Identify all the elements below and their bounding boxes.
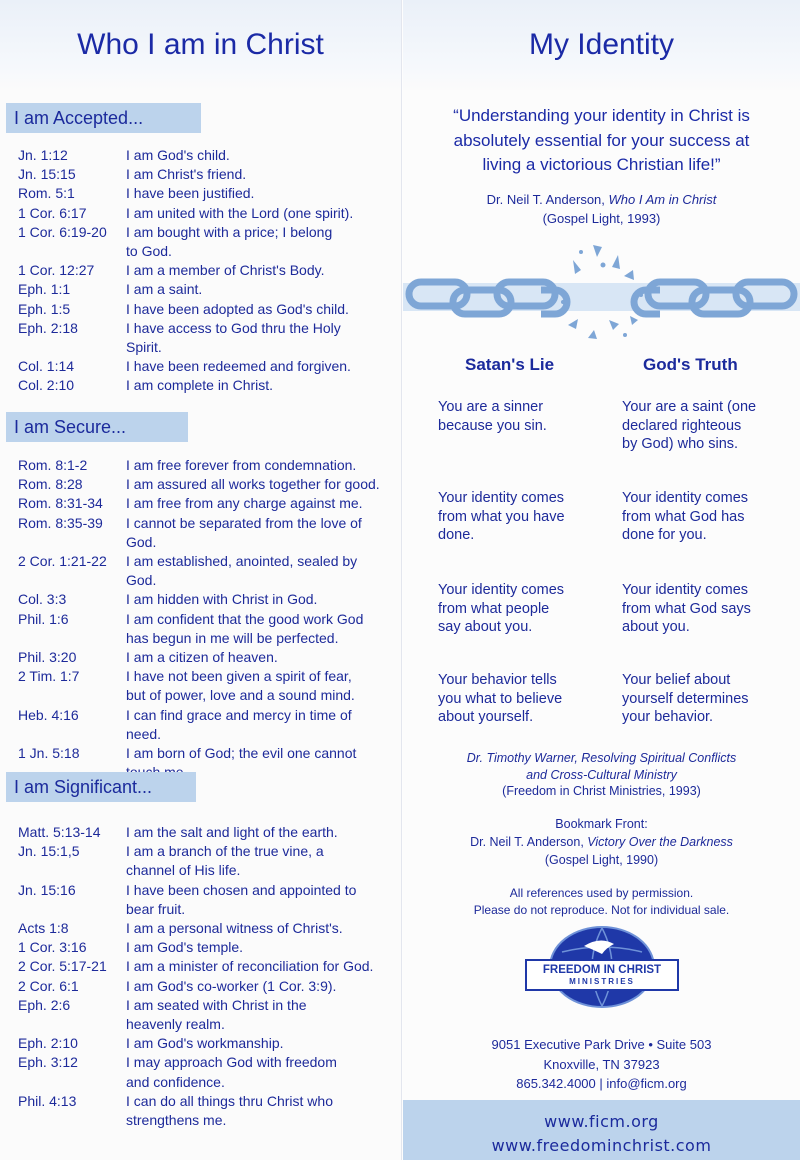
quote-book: Who I Am in Christ bbox=[608, 192, 717, 207]
truth-line: done for you. bbox=[622, 527, 707, 543]
identity-statement bbox=[126, 610, 388, 648]
warner-line: and Cross-Cultural Ministry bbox=[526, 767, 677, 782]
verse-row bbox=[18, 261, 388, 280]
identity-statement bbox=[126, 300, 388, 319]
permission-note bbox=[413, 885, 790, 919]
statement-line: I have been justified. bbox=[126, 185, 255, 202]
truth-line: from what God has bbox=[622, 508, 745, 525]
statement-line: I am free forever from condemnation. bbox=[126, 457, 357, 473]
verse-reference: 1 Cor. 3:16 bbox=[18, 939, 87, 956]
statement-line: I am God's child. bbox=[126, 147, 230, 163]
verse-reference: Rom. 8:31-34 bbox=[18, 495, 103, 512]
verse-row bbox=[18, 823, 388, 842]
truth-line: your behavior. bbox=[622, 709, 714, 725]
statement-line: heavenly realm. bbox=[126, 1016, 225, 1033]
identity-statement bbox=[126, 938, 388, 957]
statement-line: I am the salt and light of the earth. bbox=[126, 824, 338, 840]
identity-statement bbox=[126, 376, 388, 395]
verse-reference: Jn. 15:16 bbox=[18, 881, 76, 898]
identity-statement bbox=[126, 456, 388, 475]
verse-reference: Col. 3:3 bbox=[18, 591, 67, 608]
verse-row bbox=[18, 919, 388, 938]
statement-line: to God. bbox=[126, 243, 172, 260]
identity-statement bbox=[126, 475, 388, 494]
lie-line: say about you. bbox=[438, 619, 533, 635]
verse-row bbox=[18, 146, 388, 165]
identity-statement bbox=[126, 1053, 388, 1091]
verse-row bbox=[18, 1053, 388, 1091]
statement-line: I have been chosen and appointed to bbox=[126, 881, 357, 898]
truth-item bbox=[622, 398, 792, 454]
identity-statement bbox=[126, 1034, 388, 1053]
statement-line: I am God's co-worker (1 Cor. 3:9). bbox=[126, 977, 337, 994]
mailing-address bbox=[413, 1035, 790, 1094]
lie-line: you what to believe bbox=[438, 690, 563, 707]
statement-line: I have access to God thru the Holy bbox=[126, 319, 341, 336]
identity-statement bbox=[126, 146, 388, 165]
verse-reference: Jn. 15:1,5 bbox=[18, 843, 80, 860]
verse-row bbox=[18, 514, 388, 552]
section-significant-list bbox=[18, 823, 388, 1130]
verse-reference: 1 Cor. 6:19-20 bbox=[18, 223, 107, 240]
statement-line: I am assured all works together for good. bbox=[126, 476, 380, 493]
quote-publisher: (Gospel Light, 1993) bbox=[542, 210, 661, 226]
truth-line: Your belief about bbox=[622, 672, 731, 688]
identity-statement bbox=[126, 184, 388, 203]
verse-row bbox=[18, 204, 388, 223]
verse-reference: Eph. 2:10 bbox=[18, 1035, 78, 1052]
lie-line: from what you have bbox=[438, 508, 565, 525]
statement-line: I am born of God; the evil one cannot bbox=[126, 745, 357, 762]
verse-reference: Rom. 8:35-39 bbox=[18, 514, 103, 531]
verse-reference: Rom. 8:28 bbox=[18, 476, 83, 493]
statement-line: channel of His life. bbox=[126, 862, 241, 879]
verse-reference: Eph. 2:18 bbox=[18, 319, 78, 336]
quote-line: “Understanding your identity in Christ is bbox=[453, 106, 750, 125]
quote-line: absolutely essential for your success at bbox=[453, 130, 750, 150]
statement-line: I can do all things thru Christ who bbox=[126, 1092, 333, 1109]
lie-item bbox=[438, 489, 598, 545]
statement-line: I am Christ's friend. bbox=[126, 166, 247, 183]
statement-line: God. bbox=[126, 533, 157, 550]
address-line: Knoxville, TN 37923 bbox=[543, 1056, 660, 1072]
identity-statement bbox=[126, 977, 388, 996]
verse-reference: Jn. 1:12 bbox=[18, 147, 68, 163]
verse-row bbox=[18, 996, 388, 1034]
verse-row bbox=[18, 977, 388, 996]
verse-reference: 2 Tim. 1:7 bbox=[18, 668, 80, 685]
verse-reference: 1 Cor. 12:27 bbox=[18, 262, 95, 279]
statement-line: I am God's workmanship. bbox=[126, 1035, 284, 1052]
lie-item bbox=[438, 671, 598, 727]
verse-row bbox=[18, 357, 388, 376]
truth-line: declared righteous bbox=[622, 417, 742, 434]
truth-item bbox=[622, 581, 792, 637]
statement-line: need. bbox=[126, 725, 162, 742]
verse-row bbox=[18, 319, 388, 357]
verse-reference: Matt. 5:13-14 bbox=[18, 824, 101, 840]
statement-line: I have not been given a spirit of fear, bbox=[126, 668, 352, 685]
lie-line: done. bbox=[438, 527, 475, 543]
logo-subname: MINISTRIES bbox=[569, 977, 635, 986]
verse-row bbox=[18, 610, 388, 648]
lie-line: about yourself. bbox=[438, 709, 534, 725]
identity-statement bbox=[126, 823, 388, 842]
identity-statement bbox=[126, 919, 388, 938]
website-ficm-link[interactable]: www.ficm.org bbox=[544, 1112, 659, 1131]
identity-statement bbox=[126, 552, 388, 590]
identity-statement bbox=[126, 842, 388, 880]
lie-line: Your behavior tells bbox=[438, 672, 557, 688]
warner-line: Dr. Timothy Warner, Resolving Spiritual Conflicts bbox=[466, 751, 737, 765]
lie-item bbox=[438, 398, 598, 435]
identity-statement bbox=[126, 957, 388, 976]
verse-row bbox=[18, 223, 388, 261]
section-secure-heading: I am Secure... bbox=[6, 412, 188, 442]
statement-line: I am established, anointed, sealed by God. bbox=[126, 553, 358, 589]
truth-line: from what God says bbox=[622, 600, 751, 617]
identity-statement bbox=[126, 514, 388, 552]
lie-item bbox=[438, 581, 598, 637]
bookmark-citation bbox=[413, 815, 790, 869]
verse-row bbox=[18, 1092, 388, 1130]
warner-citation bbox=[413, 750, 790, 783]
verse-reference: 1 Cor. 6:17 bbox=[18, 204, 87, 221]
identity-statement bbox=[126, 357, 388, 376]
statement-line: I am a citizen of heaven. bbox=[126, 649, 278, 666]
verse-row bbox=[18, 165, 388, 184]
left-title: Who I am in Christ bbox=[77, 28, 324, 61]
identity-statement bbox=[126, 319, 388, 357]
lie-line: because you sin. bbox=[438, 417, 547, 434]
truth-line: about you. bbox=[622, 619, 690, 635]
statement-line: I am united with the Lord (one spirit). bbox=[126, 204, 354, 221]
statement-line: I am a branch of the true vine, a bbox=[126, 843, 324, 860]
statement-line: I have been adopted as God's child. bbox=[126, 300, 349, 317]
identity-statement bbox=[126, 1092, 388, 1130]
statement-line: and confidence. bbox=[126, 1073, 225, 1090]
identity-statement bbox=[126, 280, 388, 299]
anderson-quote bbox=[413, 104, 790, 178]
statement-line: but of power, love and a sound mind. bbox=[126, 687, 355, 704]
verse-row bbox=[18, 1034, 388, 1053]
lie-line: Your identity comes bbox=[438, 582, 565, 598]
permission-line: All references used by permission. bbox=[509, 886, 694, 900]
verse-reference: Eph. 3:12 bbox=[18, 1054, 78, 1071]
right-title: My Identity bbox=[528, 28, 675, 61]
statement-line: I may approach God with freedom bbox=[126, 1054, 337, 1071]
verse-row bbox=[18, 706, 388, 744]
verse-reference: Eph. 1:1 bbox=[18, 281, 71, 298]
verse-reference: 2 Cor. 1:21-22 bbox=[18, 553, 107, 570]
verse-reference: Eph. 2:6 bbox=[18, 996, 71, 1013]
verse-reference: 2 Cor. 6:1 bbox=[18, 977, 79, 994]
truth-line: Your identity comes bbox=[622, 582, 749, 598]
truth-item bbox=[622, 671, 792, 727]
verse-reference: Heb. 4:16 bbox=[18, 706, 79, 723]
statement-line: I am confident that the good work God bbox=[126, 610, 364, 627]
statement-line: I am hidden with Christ in God. bbox=[126, 591, 318, 608]
right-panel bbox=[403, 0, 800, 1160]
truth-line: yourself determines bbox=[622, 690, 749, 707]
statement-line: I am complete in Christ. bbox=[126, 377, 274, 394]
verse-row bbox=[18, 552, 388, 590]
verse-reference: Rom. 8:1-2 bbox=[18, 457, 88, 473]
verse-reference: 1 Jn. 5:18 bbox=[18, 745, 80, 762]
truth-item bbox=[622, 489, 792, 545]
contact-line: 865.342.4000 | info@ficm.org bbox=[516, 1076, 687, 1091]
address-line: 9051 Executive Park Drive • Suite 503 bbox=[491, 1037, 712, 1052]
globe-dove-logo-icon bbox=[522, 922, 682, 1012]
verse-reference: Phil. 1:6 bbox=[18, 610, 69, 627]
lie-line: Your identity comes bbox=[438, 490, 565, 506]
verse-row bbox=[18, 938, 388, 957]
statement-line: I am God's temple. bbox=[126, 939, 244, 956]
identity-statement bbox=[126, 261, 388, 280]
gods-truth-heading: God's Truth bbox=[643, 355, 738, 374]
permission-line: Please do not reproduce. Not for individual sale. bbox=[473, 903, 730, 917]
quote-citation bbox=[413, 191, 790, 228]
identity-statement bbox=[126, 590, 388, 609]
verse-row bbox=[18, 957, 388, 976]
verse-row bbox=[18, 475, 388, 494]
statement-line: I am free from any charge against me. bbox=[126, 495, 363, 512]
broken-chain-icon bbox=[403, 240, 800, 350]
identity-statement bbox=[126, 667, 388, 705]
verse-reference: Acts 1:8 bbox=[18, 920, 69, 937]
statement-line: Spirit. bbox=[126, 339, 162, 356]
statement-line: I am seated with Christ in the bbox=[126, 996, 307, 1013]
section-significant-heading: I am Significant... bbox=[6, 772, 196, 802]
section-accepted-list bbox=[18, 146, 388, 396]
identity-statement bbox=[126, 223, 388, 261]
verse-row bbox=[18, 881, 388, 919]
bookmark-author: Dr. Neil T. Anderson, bbox=[470, 835, 588, 849]
verse-row bbox=[18, 184, 388, 203]
statement-line: bear fruit. bbox=[126, 900, 186, 917]
statement-line: has begun in me will be perfected. bbox=[126, 629, 339, 646]
truth-line: by God) who sins. bbox=[622, 436, 739, 452]
verse-row bbox=[18, 376, 388, 395]
statement-line: I can find grace and mercy in time of bbox=[126, 706, 352, 723]
verse-reference: Col. 1:14 bbox=[18, 358, 75, 375]
verse-row bbox=[18, 648, 388, 667]
verse-reference: Jn. 15:15 bbox=[18, 166, 76, 183]
identity-statement bbox=[126, 165, 388, 184]
identity-statement bbox=[126, 996, 388, 1034]
verse-reference: Col. 2:10 bbox=[18, 377, 75, 394]
verse-row bbox=[18, 456, 388, 475]
satans-lie-heading: Satan's Lie bbox=[465, 355, 555, 374]
identity-statement bbox=[126, 648, 388, 667]
quote-line: living a victorious Christian life!” bbox=[482, 155, 721, 174]
bookmark-label: Bookmark Front: bbox=[555, 817, 648, 831]
statement-line: I have been redeemed and forgiven. bbox=[126, 358, 351, 375]
verse-reference: Eph. 1:5 bbox=[18, 300, 71, 317]
verse-reference: Phil. 4:13 bbox=[18, 1092, 77, 1109]
statement-line: I am a minister of reconciliation for God. bbox=[126, 958, 374, 975]
website-freedominchrist-link[interactable]: www.freedominchrist.com bbox=[491, 1136, 712, 1155]
verse-reference: Rom. 5:1 bbox=[18, 185, 75, 202]
statement-line: I am a member of Christ's Body. bbox=[126, 262, 325, 279]
statement-line: I am bought with a price; I belong bbox=[126, 223, 333, 240]
verse-reference: Phil. 3:20 bbox=[18, 649, 77, 666]
statement-line: I am a personal witness of Christ's. bbox=[126, 920, 343, 937]
lie-line: You are a sinner bbox=[438, 399, 544, 415]
bookmark-publisher: (Gospel Light, 1990) bbox=[544, 853, 659, 867]
verse-reference: 2 Cor. 5:17-21 bbox=[18, 958, 107, 975]
warner-publisher: (Freedom in Christ Ministries, 1993) bbox=[502, 784, 701, 798]
statement-line: strengthens me. bbox=[126, 1112, 227, 1129]
quote-author: Dr. Neil T. Anderson, bbox=[486, 192, 609, 207]
website-band bbox=[403, 1100, 800, 1160]
truth-line: Your are a saint (one bbox=[622, 399, 757, 415]
verse-row bbox=[18, 590, 388, 609]
verse-row bbox=[18, 842, 388, 880]
section-accepted-heading: I am Accepted... bbox=[6, 103, 201, 133]
verse-row bbox=[18, 300, 388, 319]
section-secure-list bbox=[18, 456, 388, 782]
lie-line: from what people bbox=[438, 600, 550, 617]
identity-statement bbox=[126, 881, 388, 919]
identity-statement bbox=[126, 706, 388, 744]
bookmark-book: Victory Over the Darkness bbox=[587, 835, 733, 849]
statement-line: I am a saint. bbox=[126, 281, 203, 298]
statement-line: I cannot be separated from the love of bbox=[126, 514, 362, 531]
verse-row bbox=[18, 280, 388, 299]
verse-row bbox=[18, 667, 388, 705]
identity-statement bbox=[126, 204, 388, 223]
verse-row bbox=[18, 494, 388, 513]
truth-line: Your identity comes bbox=[622, 490, 749, 506]
logo-name: FREEDOM IN CHRIST bbox=[542, 964, 662, 976]
identity-statement bbox=[126, 494, 388, 513]
